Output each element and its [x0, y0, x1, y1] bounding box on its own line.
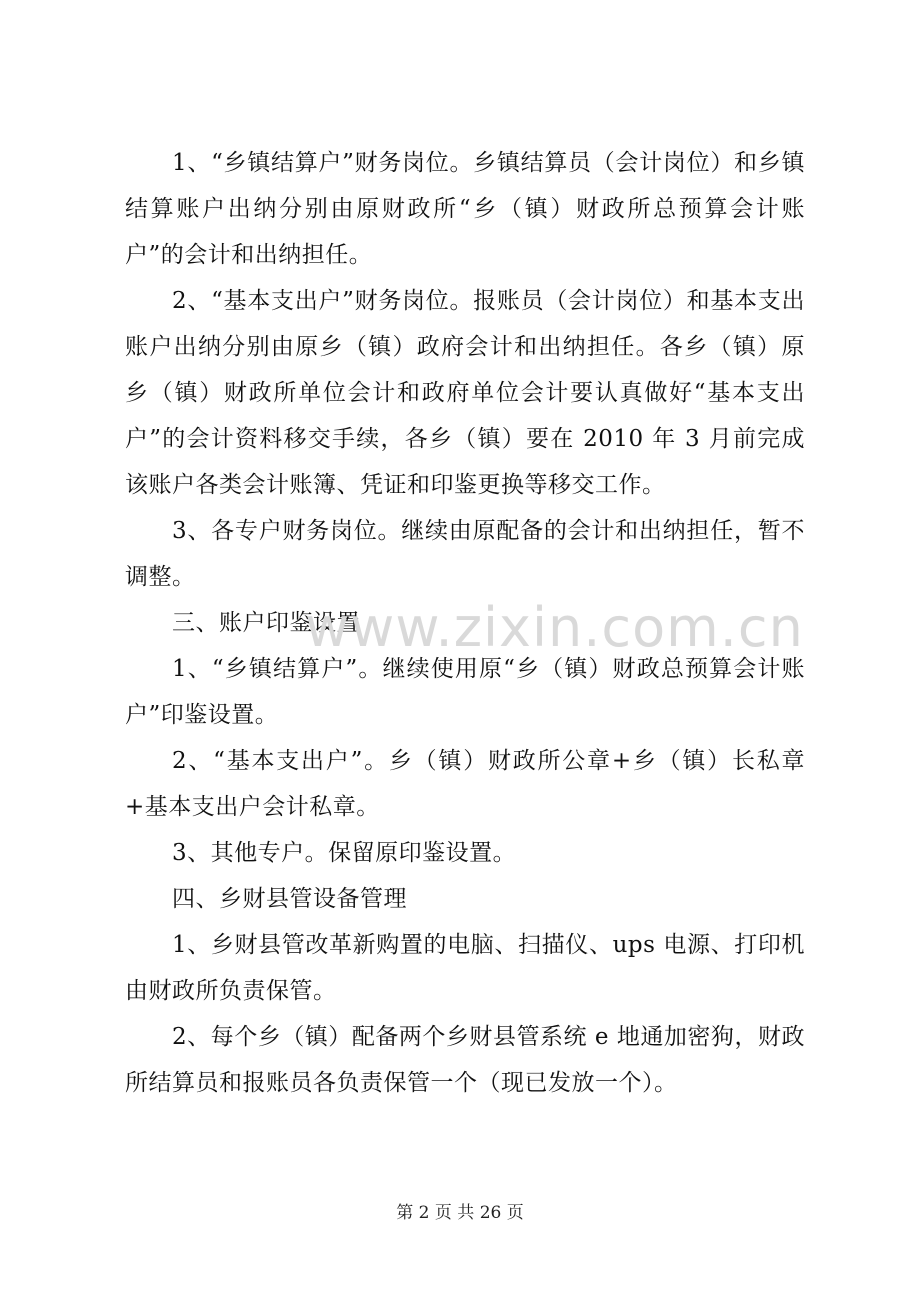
section-heading-4: 四、乡财县管设备管理: [172, 886, 407, 912]
paragraph-3-2: 2、“基本支出户”。乡（镇）财政所公章+乡（镇）长私章+基本支出户会计私章。: [125, 748, 805, 820]
paragraph-2: 2、“基本支出户”财务岗位。报账员（会计岗位）和基本支出账户出纳分别由原乡（镇）政府会计和出纳担任。各乡（镇）原乡（镇）财政所单位会计和政府单位会计要认真做好“基本支出户”的会计资料移交手续，各乡（镇）要在 2010 年 3 月前完成该账户各类会计账簿、凭证和印鉴更换等移交工作。: [125, 288, 805, 498]
watermark-text: www.zixin.com.cn: [305, 596, 804, 659]
section-heading-3: 三、账户印鉴设置: [172, 610, 360, 636]
paragraph-3-1: 1、“乡镇结算户”。继续使用原“乡（镇）财政总预算会计账户”印鉴设置。: [125, 656, 805, 728]
paragraph-4-1: 1、乡财县管改革新购置的电脑、扫描仪、ups 电源、打印机由财政所负责保管。: [125, 932, 805, 1004]
page-footer: 第 2 页 共 26 页: [396, 1203, 524, 1223]
paragraph-4-2: 2、每个乡（镇）配备两个乡财县管系统 e 地通加密狗，财政所结算员和报账员各负责保管一个（现已发放一个）。: [125, 1024, 805, 1096]
paragraph-3: 3、各专户财务岗位。继续由原配备的会计和出纳担任，暂不调整。: [125, 518, 805, 590]
paragraph-1: 1、“乡镇结算户”财务岗位。乡镇结算员（会计岗位）和乡镇结算账户出纳分别由原财政所“乡（镇）财政所总预算会计账户”的会计和出纳担任。: [125, 150, 805, 268]
paragraph-3-3: 3、其他专户。保留原印鉴设置。: [172, 840, 517, 866]
